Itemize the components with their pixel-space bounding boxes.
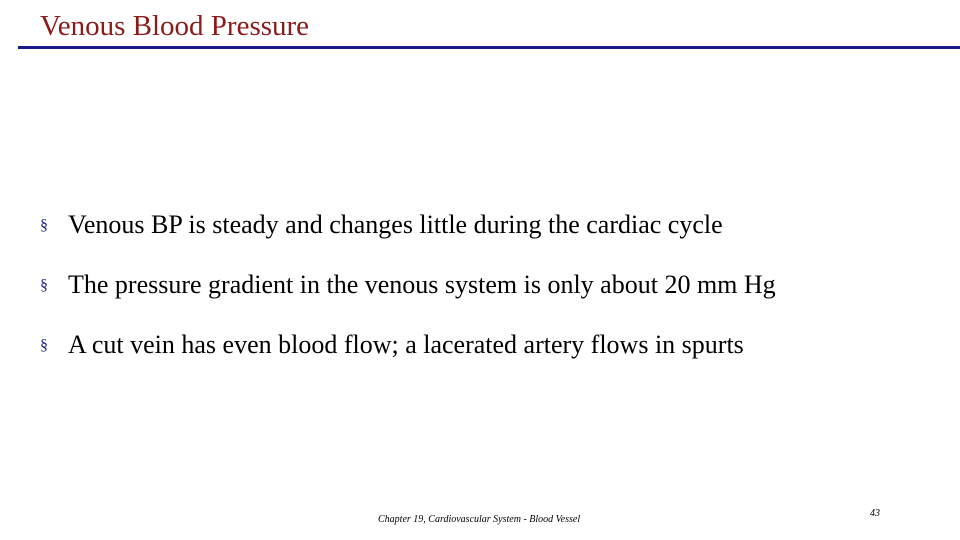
slide-footer: Chapter 19, Cardiovascular System - Blood Vessel (378, 514, 581, 525)
bullet-item (40, 210, 940, 270)
bullet-marker-icon: § (40, 277, 48, 294)
bullet-item (40, 330, 940, 390)
slide-title: Venous Blood Pressure (40, 10, 310, 42)
bullet-text: The pressure gradient in the venous system is only about 20 mm Hg (68, 270, 776, 299)
bullet-item (40, 270, 940, 330)
bullet-marker-icon: § (40, 337, 48, 354)
bullet-text: Venous BP is steady and changes little during the cardiac cycle (68, 210, 723, 239)
bullet-list (40, 210, 940, 390)
page-number: 43 (870, 508, 880, 519)
bullet-marker-icon: § (40, 217, 48, 234)
title-underline (18, 46, 960, 49)
bullet-text: A cut vein has even blood flow; a lacerated artery flows in spurts (68, 330, 744, 359)
